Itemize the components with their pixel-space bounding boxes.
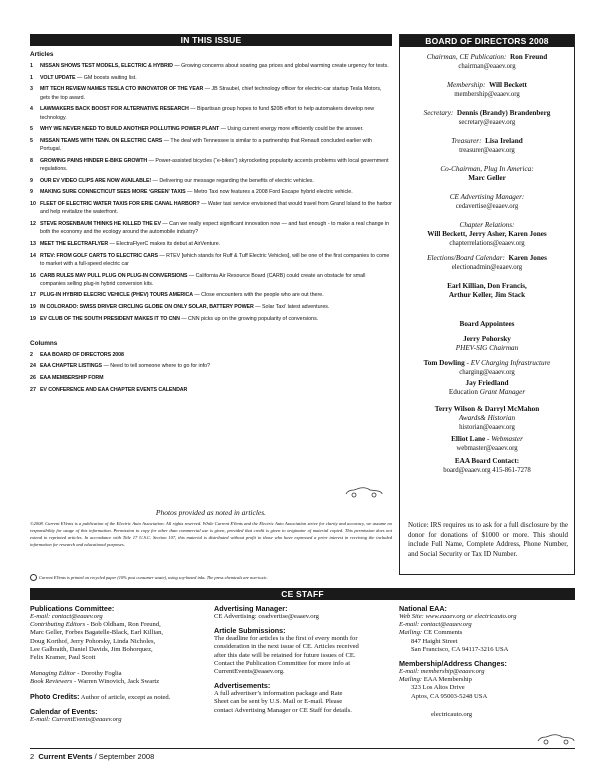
editors-line3: Doug Korthof, Jerry Pohorsky, Linda Nicholes, (30, 637, 156, 645)
entry-text (40, 220, 392, 236)
submissions-head: Article Submissions: (214, 626, 286, 636)
editors-line2: Marc Geller, Forbes Bagatelle-Black, Earl Killian, (30, 629, 164, 637)
column-entry (30, 362, 392, 370)
membership-mail-label: Mailing: (399, 676, 423, 684)
article-entry (30, 157, 392, 173)
column-entry (30, 351, 392, 359)
entry-headline: MIT TECH REVIEW NAMES TESLA CTO INNOVATOR OF THE YEAR (40, 86, 204, 93)
national-web: Web Site: www.eaaev.org or electricauto.org (399, 613, 517, 620)
board-contact-line: board@eaaev.org 415-861-7278 (443, 467, 531, 474)
submissions-line2: consideration in the next issue of CE. Articles received (214, 643, 359, 651)
page-num: 26 (30, 374, 36, 381)
page-num: 19 (30, 304, 36, 311)
treasurer-role: Treasurer: (451, 137, 482, 145)
photo-head: Photo Credits: (30, 691, 80, 701)
elections-role: Elections/Board Calendar: (427, 254, 505, 262)
national-head: National EAA: (399, 604, 447, 613)
entry-headline: STEVE ROSENBAUM THINKS HE KILLED THE EV (40, 221, 161, 228)
irs-notice: Notice: IRS requires us to ask for a full disclosure by the donor for donations of $1000 or more. This should include Full Name, Complete Address, Phone Number, and Social Security or Tax ID Number. (408, 521, 568, 558)
article-entry (30, 177, 392, 185)
entry-headline: NISSAN TEAMS WITH TENN. ON ELECTRIC CARS (40, 137, 163, 144)
page-num: 13 (30, 240, 36, 247)
entry-headline: IN COLORADO: SWISS DRIVER CIRCLING GLOBE ON ONLY SOLAR, BATTERY POWER (40, 304, 254, 311)
page-number: 2 (30, 752, 35, 761)
page-num: 24 (30, 363, 36, 370)
page-num: 27 (30, 386, 36, 393)
entry-description: — ElectraFlyerC makes its debut at AirVenture. (108, 240, 221, 247)
entry-headline: EAA CHAPTER LISTINGS (40, 363, 102, 370)
entry-description: — Can we really expect significant innovation now — and fast enough - to make a real change in both the economy and the ecology around the automobile industry? (40, 221, 390, 236)
chapter-role: Chapter Relations: (459, 221, 515, 229)
national-addr2: San Francisco, CA 94117-3216 USA (411, 645, 509, 653)
ads-line1: A full advertiser’s information package and Rate (214, 690, 343, 698)
page-num: 1 (30, 74, 33, 81)
webmaster-role: Webmaster (491, 435, 523, 443)
entry-headline: LAWMAKERS BACK BOOST FOR ALTERNATIVE RESEARCH (40, 106, 189, 113)
chairman-email: chairman@eaaev.org (458, 63, 516, 70)
cal-email: E-mail: CurrentEvents@eaaev.org (30, 715, 122, 723)
entry-description: — Power-assisted bicycles (“e-bikes”) skyrocketing popularity accents problems with local government regulations. (40, 157, 389, 173)
managing-name: - Dorothy Foglia (75, 670, 122, 678)
entry-headline: GROWING PAINS HINDER E-BIKE GROWTH (40, 157, 148, 164)
entry-description: — Using current energy more efficiently could be the answer. (219, 126, 364, 133)
staff-column-2 (214, 604, 394, 715)
car-icon-footer (536, 733, 576, 745)
entry-description: — Bipartisan group hopes to fund $20B effort to help automakers develop new technology. (40, 106, 375, 121)
treasurer-name: Lisa Ireland (485, 137, 523, 145)
entry-headline: RTEV: FROM GOLF CARTS TO ELECTRIC CARS (40, 252, 158, 259)
adv-email-staff: CE Advertising: ceadvertise@eaaev.org (214, 613, 319, 620)
membership-addr2: Aptos, CA 95003-5248 USA (411, 692, 488, 700)
secretary-name: Dennis (Brandy) Brandenberg (456, 109, 551, 117)
entry-text (40, 188, 392, 196)
membership-mail-name: EAA Membership (422, 676, 472, 684)
elections-name: Karen Jones (508, 254, 547, 262)
entry-text (40, 137, 392, 153)
entry-text (40, 252, 392, 268)
entry-description: — Solar Taxi’ latest adventures. (253, 304, 330, 311)
secretary-email: secretary@eaaev.org (458, 119, 516, 126)
entry-description: — Growing concerns about soaring gas prices and global warming create urgency for tests. (172, 63, 389, 69)
reviewers-name: - Warren Winovich, Jack Swartz (72, 678, 160, 686)
membership-email: membership@eaaev.org (454, 91, 520, 98)
webmaster-email: webmaster@eaaev.org (456, 445, 518, 452)
editors-line1: - Bob Oldham, Ron Freund, (85, 621, 161, 629)
chairman-role: Chairman, CE Publication: (426, 53, 507, 61)
page-num: 1 (30, 63, 33, 69)
page-footer (30, 752, 154, 761)
entry-text (40, 74, 392, 82)
editors-label: Contributing Editors (30, 621, 86, 629)
entry-text (40, 374, 392, 382)
board-contact-title: EAA Board Contact: (454, 457, 520, 465)
article-entry (30, 315, 392, 323)
entry-text (40, 351, 392, 359)
page-num: 2 (30, 351, 33, 358)
cochair-role: Co-Chairman, Plug In America: (440, 165, 534, 173)
entry-headline: OUR EV VIDEO CLIPS ARE NOW AVAILABLE! (40, 177, 152, 184)
submissions-line3: after this date will be retained for future issues of CE. (214, 651, 356, 659)
board-members-line1: Earl Killian, Don Francis, (447, 282, 527, 290)
phev-name: Jerry Pohorsky (463, 335, 511, 343)
entry-text (40, 362, 392, 370)
entry-headline: PLUG-IN HYBRID ELECRIC VEHICLE (PHEV) TOURS AMERICA (40, 292, 193, 299)
in-this-issue-section (30, 34, 392, 397)
staff-column-1 (30, 604, 205, 724)
articles-label: Articles (30, 51, 54, 58)
membership-name: Will Beckett (488, 81, 527, 89)
article-entry (30, 188, 392, 196)
membership-email-staff: E-mail: membership@eaaev.org (399, 668, 485, 676)
webmaster-name: Elliot Lane (451, 435, 486, 443)
article-entry (30, 85, 392, 101)
board-members-line2: Arthur Keller, Jim Stack (448, 291, 526, 299)
adv-head: Advertising Manager: (214, 604, 288, 613)
photo-text: Author of article, except as noted. (79, 693, 171, 701)
submissions-line4: Contact the Publication Committee for more info at (214, 659, 351, 667)
entry-description: — GM boosts waiting list. (75, 74, 137, 81)
recycled-note (30, 574, 392, 581)
elections-email: electionadmin@eaaev.org (451, 264, 523, 271)
articles-list (30, 62, 392, 323)
board-of-directors-box: BOARD OF DIRECTORS 2008 Chairman, CE Publication: Ron Freund chairman@eaaev.org Membership: Will Beckett membership@eaaev.org Secretary: Dennis (Brandy) Brandenberg secretary@eaaev.org Treasurer: Lisa Ireland treasurer@eaaev.org Co-Chairman, Plug In America: Marc Geller CE Advertising Manager: cedavertise@eaaev.org Chapter Relations: Will Beckett, Jerry Asher, Karen Jones chapterrelations@eaaev.org Elections/Board Calendar: Karen Jones electionadmin@eaaev.org Earl Killian, Don Francis, Arthur Keller, Jim Stack Board Appointees Jerry Pohorsky PHEV-SIG Chairman Tom Dowling - EV Charging Infrastructure charging@eaaev.org Jay Friedland Education Grant Manager Terry Wilson & Darryl McMahon Awards& Historian historian@eaaev.org Elliot Lane - Webmaster webmaster@eaaev.org EAA Board Contact: board@eaaev.org 415-861-7278 Notice: IRS requires us to ask for a full disclosure by the donor for donations of $1000 or more. This should include Full Name, Complete Address, Phone Number, and Social Security or Tax ID Number. (399, 34, 575, 575)
historian-names: Terry Wilson & Darryl McMahon (434, 405, 540, 413)
article-entry (30, 303, 392, 311)
education-name: Jay Friedland (465, 379, 509, 387)
page-num: 16 (30, 272, 36, 279)
page-num: 5 (30, 126, 33, 133)
entry-text (40, 62, 392, 70)
entry-description: — CNN picks up on the growing popularity of conversions. (179, 315, 319, 322)
national-mail-label: Mailing: (399, 629, 423, 637)
entry-headline: EV CONFERENCE AND EAA CHAPTER EVENTS CALENDAR (40, 386, 188, 393)
adv-email: cedavertise@eaaev.org (455, 203, 519, 210)
ads-line2: Sheet can be sent by U.S. Mail or E-mail. Please (214, 698, 343, 706)
page-num: 9 (30, 177, 33, 184)
page-num: 4 (30, 106, 33, 113)
entry-text (40, 315, 392, 323)
entry-headline: EAA MEMBERSHIP FORM (40, 374, 104, 381)
submissions-line1: The deadline for articles is the first of every month for (214, 635, 358, 643)
chapter-email: chapterrelations@eaaev.org (449, 240, 525, 247)
entry-text (40, 125, 392, 133)
entry-headline: MAKING SURE CONNECTICUT SEES MORE ‘GREEN’ TAXIS (40, 189, 186, 196)
page-num: 12 (30, 221, 36, 228)
entry-headline: MEET THE ELECTRAFLYER (40, 240, 109, 247)
entry-description: — California Air Resource Board (CARB) could create an obstacle for small companies selling plug-in hybrid conversion kits. (40, 272, 366, 287)
national-addr1: 847 Haight Street (411, 637, 458, 645)
article-entry (30, 220, 392, 236)
historian-email: historian@eaaev.org (459, 424, 515, 431)
ce-staff-title: CE STAFF (30, 588, 575, 600)
membership-head: Membership/Address Changes: (399, 659, 507, 669)
site-url[interactable]: electricauto.org (431, 710, 473, 718)
entry-headline: FLEET OF ELECTRIC WATER TAXIS FOR ERIE CANAL HARBOR? (40, 201, 200, 208)
photos-note: Photos provided as noted in articles. (155, 508, 267, 517)
entry-description: — RTEV [which stands for Ruff & Tuff Electric Vehicles], will be one of the first companies to come to market with a full-speed electric car (40, 252, 390, 267)
columns-list (30, 351, 392, 394)
page-num: 5 (30, 137, 33, 144)
article-entry (30, 272, 392, 288)
ads-head: Advertisements: (214, 681, 271, 691)
legal-notice: ©2008. Current EVents is a publication of the Electric Auto Association. All rights reserved. While Current EVents and the Electric Auto Association strive for clarity and accuracy, we assume no responsibility for usage of this information. Permission to copy for other than commercial use is given, provided that credit is given to originator of material copied. This permission does not extend to reprinted articles. In accordance with Title 17 U.S.C. Section 107, this material is distributed without profit to those who have expressed a prior interest in receiving the included information for research and educational purposes. (30, 521, 392, 547)
editors-line4: Lee Galbraith, Daniel Davids, Jim Bohorquez, (30, 645, 153, 653)
ads-line3: contact Advertising Manager or CE Staff for details. (214, 706, 352, 714)
secretary-role: Secretary: (423, 109, 454, 117)
entry-text (40, 303, 392, 311)
article-entry (30, 74, 392, 82)
entry-headline: EV CLUB OF THE SOUTH PRESIDENT MAKES IT TO CNN (40, 315, 180, 322)
editors-line5: Felix Kramer, Paul Scott (30, 654, 96, 662)
article-entry (30, 200, 392, 216)
recycled-text: Current EVents is printed on recycled paper (10% post consumer waste), using soy-based inks. The press chemicals are non-toxic. (39, 575, 268, 580)
pub-head: Publications Committee: (30, 604, 115, 613)
managing-label: Managing Editor (30, 670, 76, 678)
entry-headline: VOLT UPDATE (40, 74, 76, 81)
national-mail-name: CE Comments (422, 629, 463, 637)
national-email: E-mail: contact@eaaev.org (399, 621, 472, 629)
staff-column-3 (399, 604, 577, 719)
charging-role: EV Charging Infrastructure (470, 359, 551, 367)
entry-description: — JB Straubel, chief technology officer for electric-car startup Tesla Motors, gets the top award. (40, 86, 382, 101)
membership-addr1: 323 Los Altos Drive (411, 684, 465, 692)
entry-text (40, 105, 392, 121)
car-icon (344, 486, 384, 498)
board-title: BOARD OF DIRECTORS 2008 (400, 35, 574, 47)
article-entry (30, 240, 392, 248)
page-num: 9 (30, 189, 33, 196)
entry-description: — Water taxi service envisioned that would travel from Grand Island to the harbor and help revitalize the waterfront. (40, 201, 392, 216)
entry-description: — Metro Taxi now features a 2008 Ford Escape hybrid electric vehicle. (185, 189, 353, 196)
article-entry (30, 137, 392, 153)
recycle-icon (30, 574, 37, 581)
membership-role: Membership: (447, 81, 486, 89)
entry-text (40, 291, 392, 299)
cochair-name: Marc Geller (468, 174, 506, 182)
in-this-issue-title: IN THIS ISSUE (30, 34, 392, 46)
chairman-name: Ron Freund (510, 53, 548, 61)
page-num: 19 (30, 315, 36, 322)
article-entry (30, 62, 392, 70)
pub-email: E-mail: contact@eaaev.org (30, 613, 103, 620)
entry-text (40, 177, 392, 185)
chapter-names: Will Beckett, Jerry Asher, Karen Jones (427, 230, 547, 238)
page-num: 17 (30, 292, 36, 299)
entry-text (40, 272, 392, 288)
entry-description: — Need to tell someone where to go for info? (101, 363, 211, 370)
reviewers-label: Book Reviewers (30, 678, 73, 686)
appointees-title: Board Appointees (459, 320, 515, 328)
entry-text (40, 85, 392, 101)
charging-email: charging@eaaev.org (459, 369, 515, 376)
entry-headline: EAA BOARD OF DIRECTORS 2008 (40, 351, 124, 358)
page-num: 10 (30, 201, 36, 208)
entry-text (40, 386, 392, 394)
article-entry (30, 252, 392, 268)
phev-role: PHEV-SIG Chairman (455, 344, 519, 352)
article-entry (30, 125, 392, 133)
issue-date: / September 2008 (92, 752, 155, 761)
education-role-prefix: Education (448, 388, 478, 396)
article-entry (30, 105, 392, 121)
entry-headline: NISSAN SHOWS TEST MODELS, ELECTRIC & HYBRID (40, 63, 173, 69)
entry-text (40, 240, 392, 248)
column-entry (30, 386, 392, 394)
column-entry (30, 374, 392, 382)
entry-description: — Delivering our message regarding the benefits of electric vehicles. (151, 177, 314, 184)
footer-rule (30, 748, 575, 749)
treasurer-email: treasurer@eaaev.org (459, 147, 515, 154)
columns-label: Columns (30, 339, 58, 347)
charging-name: Tom Dowling (423, 359, 465, 367)
page-num: 14 (30, 252, 36, 259)
entry-text (40, 200, 392, 216)
entry-headline: CARB RULES MAY PULL PLUG ON PLUG-IN CONVERSIONS (40, 272, 188, 279)
article-entry (30, 291, 392, 299)
page-num: 8 (30, 157, 33, 164)
publication-name: Current EVents (38, 752, 93, 761)
entry-headline: WHY WE NEVER NEED TO BUILD ANOTHER POLLUTING POWER PLANT (40, 126, 220, 133)
submissions-line5: CurrentEvents@eaaev.org. (214, 668, 285, 676)
education-role: Grant Manager (479, 388, 526, 396)
entry-text (40, 157, 392, 173)
entry-description: — The deal with Tennessee is similar to a partnership that Renault concluded earlier with Portugal. (40, 137, 372, 153)
adv-role: CE Advertising Manager: (449, 193, 525, 201)
cal-head: Calendar of Events: (30, 706, 98, 716)
page-num: 3 (30, 86, 33, 93)
historian-role: Awards& Historian (458, 414, 516, 422)
entry-description: — Close encounters with the people who are out there. (192, 292, 324, 299)
